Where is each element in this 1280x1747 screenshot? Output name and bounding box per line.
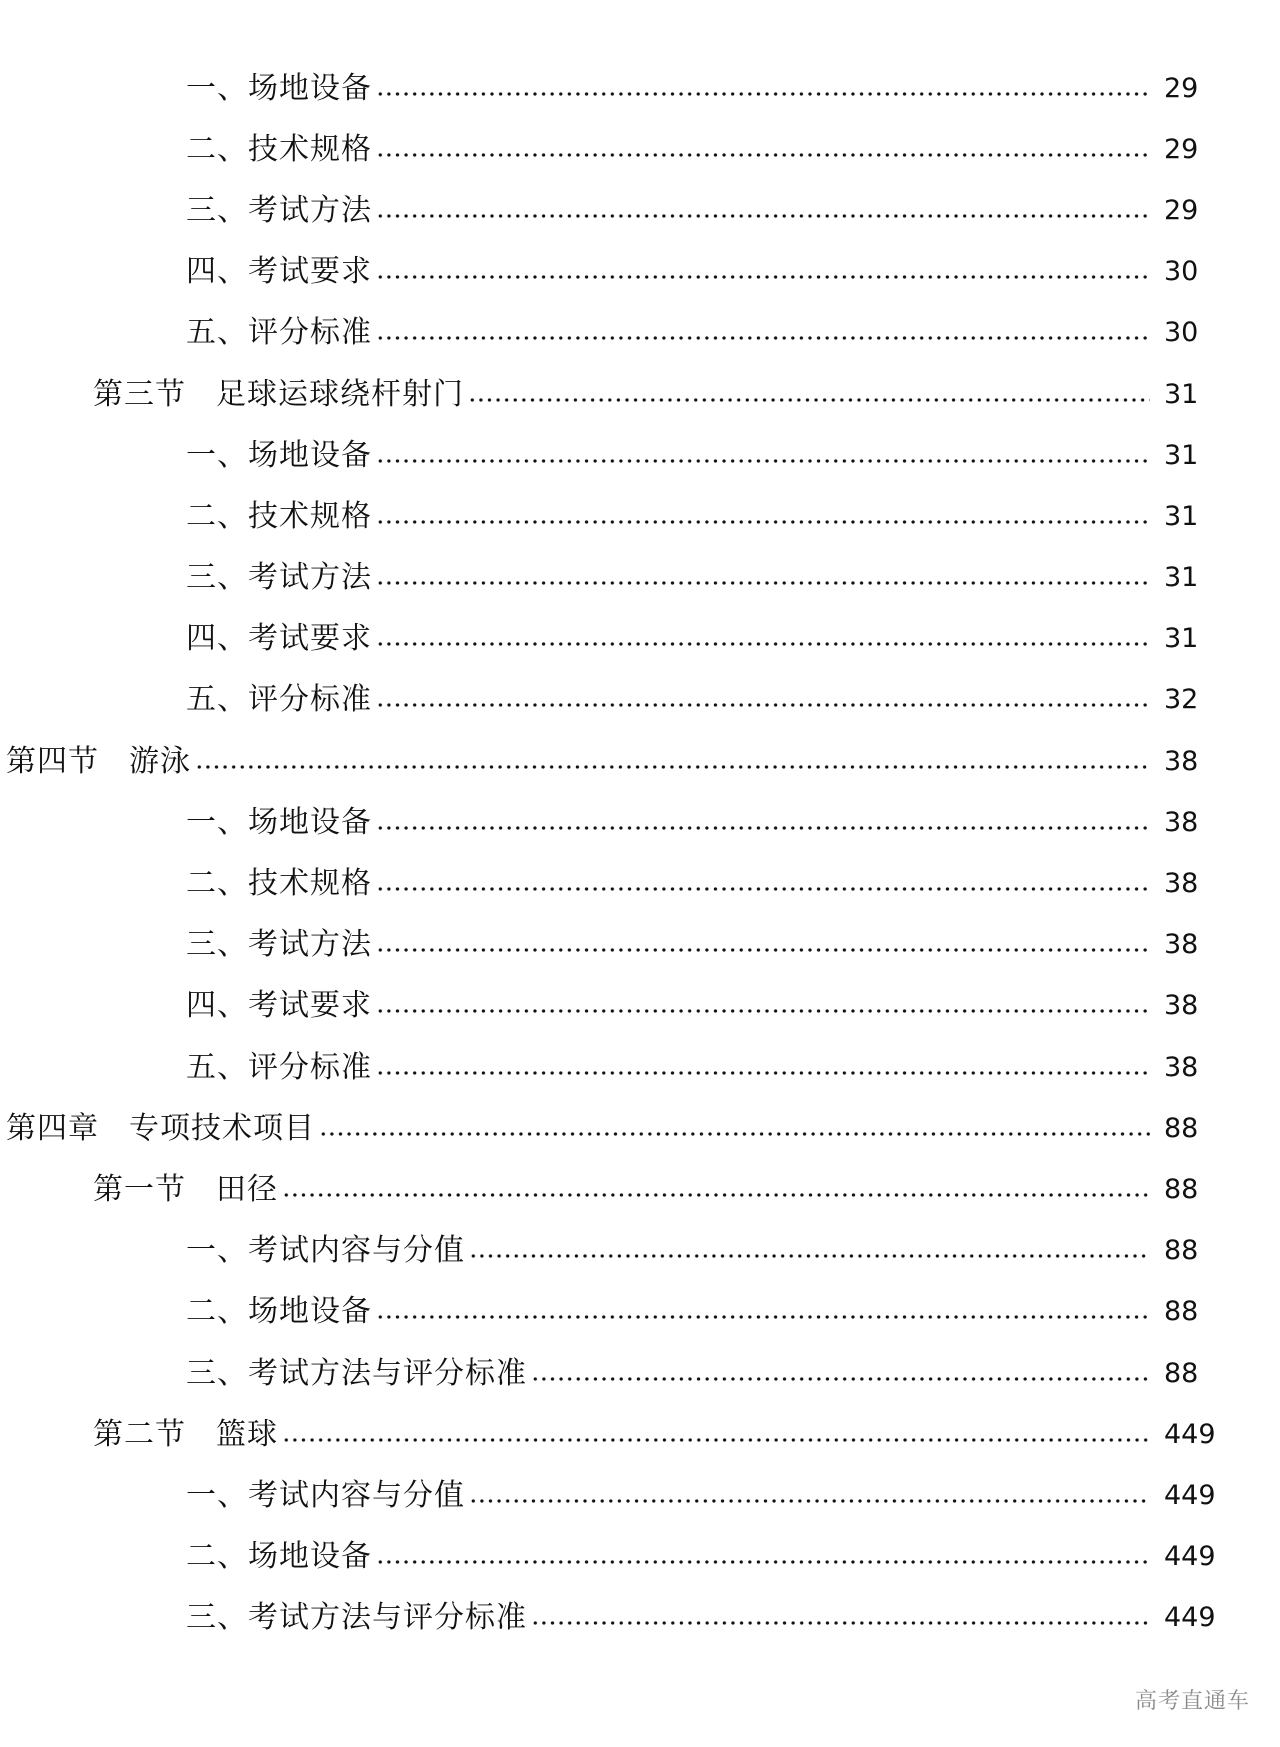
- toc-entry-page-number: 38: [1164, 745, 1199, 777]
- toc-entry-title: 考试内容与分值: [248, 1233, 465, 1269]
- dot-leader: [282, 1193, 1150, 1197]
- toc-entry-label: [186, 313, 372, 353]
- toc-entry-number: 四、: [186, 254, 248, 290]
- toc-entry-page-number: 88: [1164, 1357, 1199, 1389]
- toc-entry-number: 三、: [186, 560, 248, 596]
- toc-entry-number: 四、: [186, 621, 248, 657]
- toc-entry[interactable]: [0, 180, 1280, 241]
- toc-entry[interactable]: [0, 425, 1280, 486]
- toc-entry[interactable]: [0, 1282, 1280, 1343]
- toc-entry-page-number: 38: [1164, 868, 1199, 900]
- dot-leader: [376, 1315, 1150, 1319]
- toc-entry-number: 一、: [186, 437, 248, 473]
- dot-leader: [376, 336, 1150, 340]
- toc-entry-number: 第四章: [6, 1110, 99, 1146]
- toc-entry-page-number: 30: [1164, 317, 1199, 349]
- dot-leader: [469, 1499, 1150, 1503]
- toc-entry-label: [186, 1354, 527, 1394]
- toc-entry-title: 技术规格: [248, 131, 372, 167]
- dot-leader: [376, 1009, 1150, 1013]
- toc-entry-label: [186, 986, 372, 1026]
- toc-entry[interactable]: [0, 242, 1280, 303]
- toc-entry[interactable]: [0, 670, 1280, 731]
- toc-entry-page-number: 31: [1164, 500, 1199, 532]
- toc-entry-title: 场地设备: [248, 70, 372, 106]
- toc-entry-label: [186, 1476, 465, 1516]
- toc-entry-title: 足球运球绕杆射门: [216, 376, 464, 412]
- toc-entry-label: [186, 619, 372, 659]
- toc-entry[interactable]: [0, 1465, 1280, 1526]
- toc-entry-title: 考试方法与评分标准: [248, 1600, 527, 1636]
- toc-entry-number: 第二节: [93, 1416, 186, 1452]
- toc-entry-label: [186, 252, 372, 292]
- toc-entry-page-number: 38: [1164, 1051, 1199, 1083]
- toc-entry[interactable]: [0, 1404, 1280, 1465]
- toc-entry[interactable]: [0, 1588, 1280, 1649]
- toc-entry[interactable]: [0, 1527, 1280, 1588]
- toc-entry-number: 一、: [186, 70, 248, 106]
- toc-entry-page-number: 38: [1164, 929, 1199, 961]
- toc-entry-page-number: 88: [1164, 1173, 1199, 1205]
- toc-entry-label: [186, 1598, 527, 1638]
- toc-entry-label: [186, 1048, 372, 1088]
- toc-entry-page-number: 449: [1164, 1602, 1216, 1634]
- toc-entry-page-number: 38: [1164, 990, 1199, 1022]
- dot-leader: [531, 1377, 1150, 1381]
- toc-entry-title: 考试要求: [248, 621, 372, 657]
- toc-entry-number: 五、: [186, 682, 248, 718]
- toc-entry-number: 第三节: [93, 376, 186, 412]
- toc-entry-title: 考试方法与评分标准: [248, 1355, 527, 1391]
- toc-entry[interactable]: [0, 1037, 1280, 1098]
- dot-leader: [376, 703, 1150, 707]
- toc-entry[interactable]: [0, 609, 1280, 670]
- toc-entry-number: 二、: [186, 131, 248, 167]
- dot-leader: [376, 826, 1150, 830]
- dot-leader: [376, 887, 1150, 891]
- toc-entry[interactable]: [0, 1098, 1280, 1159]
- toc-entry-number: 三、: [186, 1355, 248, 1391]
- toc-entry-label: [186, 1537, 372, 1577]
- toc-entry-page-number: 88: [1164, 1296, 1199, 1328]
- toc-entry-page-number: 31: [1164, 623, 1199, 655]
- toc-entry-label: [186, 1292, 372, 1332]
- toc-entry-title: 技术规格: [248, 498, 372, 534]
- toc-entry-label: [6, 1109, 315, 1149]
- toc-entry-label: [186, 436, 372, 476]
- toc-entry[interactable]: [0, 1159, 1280, 1220]
- toc-entry[interactable]: [0, 976, 1280, 1037]
- toc-entry-number: 三、: [186, 927, 248, 963]
- toc-entry-title: 篮球: [216, 1416, 278, 1452]
- toc-entry-title: 评分标准: [248, 315, 372, 351]
- toc-entry-page-number: 449: [1164, 1479, 1216, 1511]
- toc-entry-title: 评分标准: [248, 682, 372, 718]
- dot-leader: [531, 1621, 1150, 1625]
- toc-entry-number: 二、: [186, 1539, 248, 1575]
- toc-entry-page-number: 29: [1164, 194, 1199, 226]
- toc-entry[interactable]: [0, 1221, 1280, 1282]
- toc-entry[interactable]: [0, 853, 1280, 914]
- toc-entry-number: 四、: [186, 988, 248, 1024]
- toc-entry-title: 场地设备: [248, 804, 372, 840]
- dot-leader: [376, 153, 1150, 157]
- toc-entry-number: 三、: [186, 1600, 248, 1636]
- toc-entry-number: 第四节: [6, 743, 99, 779]
- toc-entry-title: 考试要求: [248, 254, 372, 290]
- toc-entry[interactable]: [0, 915, 1280, 976]
- toc-entry-page-number: 38: [1164, 806, 1199, 838]
- dot-leader: [282, 1438, 1150, 1442]
- dot-leader: [376, 642, 1150, 646]
- toc-entry-label: [186, 69, 372, 109]
- table-of-contents: [0, 58, 1280, 1649]
- toc-entry[interactable]: [0, 1343, 1280, 1404]
- toc-entry-page-number: 29: [1164, 133, 1199, 165]
- toc-entry-label: [186, 558, 372, 598]
- toc-entry-page-number: 449: [1164, 1541, 1216, 1573]
- toc-entry-number: 一、: [186, 1477, 248, 1513]
- toc-entry-page-number: 31: [1164, 562, 1199, 594]
- toc-entry-number: 三、: [186, 192, 248, 228]
- toc-entry-page-number: 88: [1164, 1235, 1199, 1267]
- toc-entry-title: 场地设备: [248, 437, 372, 473]
- toc-entry[interactable]: [0, 486, 1280, 547]
- watermark-text: 高考直通车: [1134, 1689, 1250, 1714]
- dot-leader: [468, 398, 1150, 402]
- toc-entry-label: [186, 1231, 465, 1271]
- toc-entry-page-number: 31: [1164, 378, 1199, 410]
- toc-entry-label: [93, 1170, 278, 1210]
- toc-entry-label: [186, 864, 372, 904]
- toc-entry-page-number: 29: [1164, 72, 1199, 104]
- dot-leader: [376, 581, 1150, 585]
- toc-entry-label: [186, 803, 372, 843]
- toc-entry-label: [93, 375, 464, 415]
- toc-entry-title: 场地设备: [248, 1294, 372, 1330]
- toc-entry-title: 游泳: [129, 743, 191, 779]
- toc-entry-page-number: 449: [1164, 1418, 1216, 1450]
- toc-entry[interactable]: [0, 792, 1280, 853]
- toc-entry-page-number: 32: [1164, 684, 1199, 716]
- toc-entry[interactable]: [0, 303, 1280, 364]
- toc-entry-number: 第一节: [93, 1171, 186, 1207]
- toc-entry[interactable]: [0, 58, 1280, 119]
- toc-entry-label: [186, 497, 372, 537]
- toc-entry-title: 考试方法: [248, 192, 372, 228]
- toc-entry-title: 考试方法: [248, 927, 372, 963]
- toc-entry-title: 专项技术项目: [129, 1110, 315, 1146]
- toc-entry[interactable]: [0, 548, 1280, 609]
- toc-entry-page-number: 30: [1164, 256, 1199, 288]
- dot-leader: [376, 1071, 1150, 1075]
- toc-entry-title: 考试内容与分值: [248, 1477, 465, 1513]
- dot-leader: [195, 765, 1150, 769]
- toc-entry[interactable]: [0, 731, 1280, 792]
- dot-leader: [376, 459, 1150, 463]
- toc-entry-number: 一、: [186, 1233, 248, 1269]
- toc-entry-title: 场地设备: [248, 1539, 372, 1575]
- dot-leader: [376, 948, 1150, 952]
- toc-entry[interactable]: [0, 364, 1280, 425]
- toc-entry-number: 二、: [186, 866, 248, 902]
- toc-entry-number: 一、: [186, 804, 248, 840]
- dot-leader: [469, 1254, 1150, 1258]
- toc-entry-number: 五、: [186, 315, 248, 351]
- toc-entry-page-number: 31: [1164, 439, 1199, 471]
- toc-entry-page-number: 88: [1164, 1112, 1199, 1144]
- toc-entry-label: [93, 1415, 278, 1455]
- toc-entry-label: [6, 742, 191, 782]
- dot-leader: [376, 92, 1150, 96]
- toc-entry-title: 考试方法: [248, 560, 372, 596]
- dot-leader: [319, 1132, 1150, 1136]
- toc-entry-title: 评分标准: [248, 1049, 372, 1085]
- toc-entry-label: [186, 191, 372, 231]
- toc-entry[interactable]: [0, 119, 1280, 180]
- dot-leader: [376, 520, 1150, 524]
- toc-entry-label: [186, 680, 372, 720]
- dot-leader: [376, 275, 1150, 279]
- dot-leader: [376, 214, 1150, 218]
- toc-entry-label: [186, 925, 372, 965]
- toc-entry-number: 二、: [186, 1294, 248, 1330]
- dot-leader: [376, 1560, 1150, 1564]
- toc-entry-number: 二、: [186, 498, 248, 534]
- toc-entry-title: 技术规格: [248, 866, 372, 902]
- toc-entry-title: 田径: [216, 1171, 278, 1207]
- toc-entry-label: [186, 130, 372, 170]
- toc-entry-number: 五、: [186, 1049, 248, 1085]
- toc-entry-title: 考试要求: [248, 988, 372, 1024]
